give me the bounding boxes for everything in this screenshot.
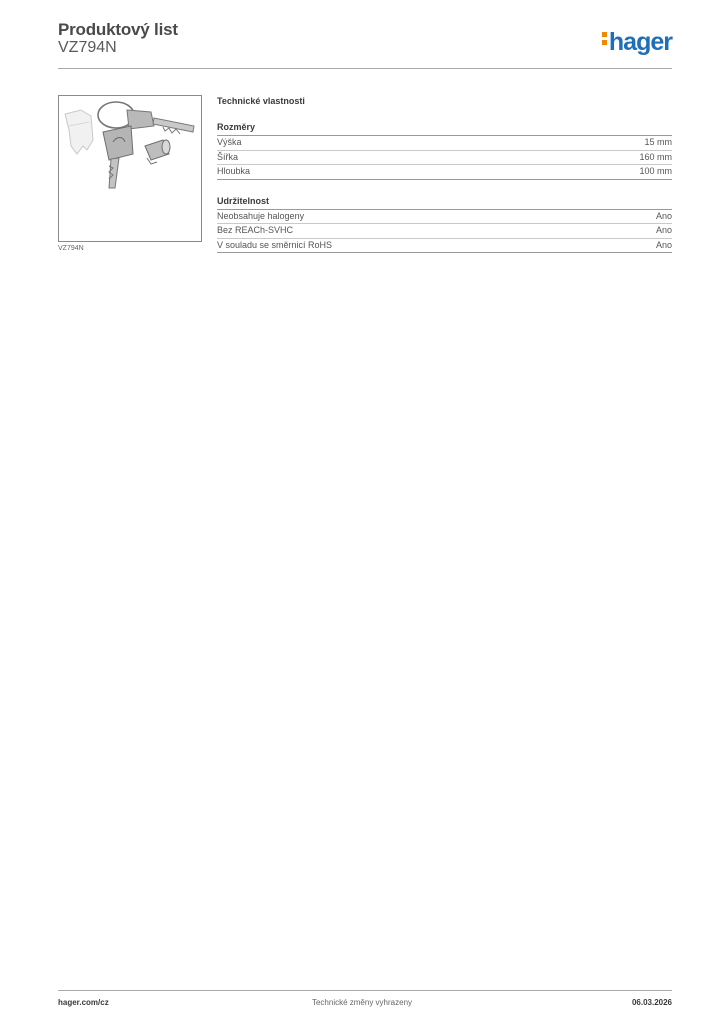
lock-and-keys-icon <box>59 96 201 241</box>
spec-row <box>217 210 672 225</box>
spec-row <box>217 151 672 166</box>
spec-row <box>217 136 672 151</box>
section-title-sustainability: Udržitelnost <box>217 196 672 210</box>
spec-label: Neobsahuje halogeny <box>217 210 305 221</box>
spec-table-dimensions <box>217 136 672 180</box>
section-title-dimensions: Rozměry <box>217 122 672 136</box>
product-code: VZ794N <box>58 39 117 56</box>
spec-value: Ano <box>655 225 672 235</box>
spec-value: 100 mm <box>639 166 672 176</box>
spec-row <box>217 165 672 180</box>
product-image <box>58 95 202 242</box>
spec-table-sustainability <box>217 210 672 254</box>
spec-value: 15 mm <box>644 137 672 147</box>
footer-notice: Technické změny vyhrazeny <box>311 998 413 1007</box>
spec-label: Šířka <box>217 151 239 162</box>
page-header <box>58 20 672 68</box>
spec-value: 160 mm <box>639 151 672 162</box>
technical-specs <box>217 96 672 253</box>
spec-value: Ano <box>655 239 672 250</box>
spec-label: V souladu se směrnicí RoHS <box>217 239 333 250</box>
hager-logo[interactable] <box>602 28 672 57</box>
spec-label: Bez REACh-SVHC <box>217 225 294 235</box>
spec-row <box>217 224 672 239</box>
specs-heading: Technické vlastnosti <box>217 96 305 106</box>
image-caption: VZ794N <box>58 245 84 252</box>
spec-label: Výška <box>217 137 242 147</box>
spec-label: Hloubka <box>217 166 251 176</box>
logo-dots-icon <box>602 29 607 48</box>
logo-text: hager <box>608 28 672 56</box>
header-divider <box>58 68 672 69</box>
spec-row <box>217 239 672 254</box>
footer-divider <box>58 990 672 991</box>
footer-website-link[interactable]: hager.com/cz <box>58 998 109 1007</box>
document-title: Produktový list <box>58 20 178 39</box>
footer-date: 06.03.2026 <box>631 998 672 1007</box>
spec-value: Ano <box>655 210 672 221</box>
